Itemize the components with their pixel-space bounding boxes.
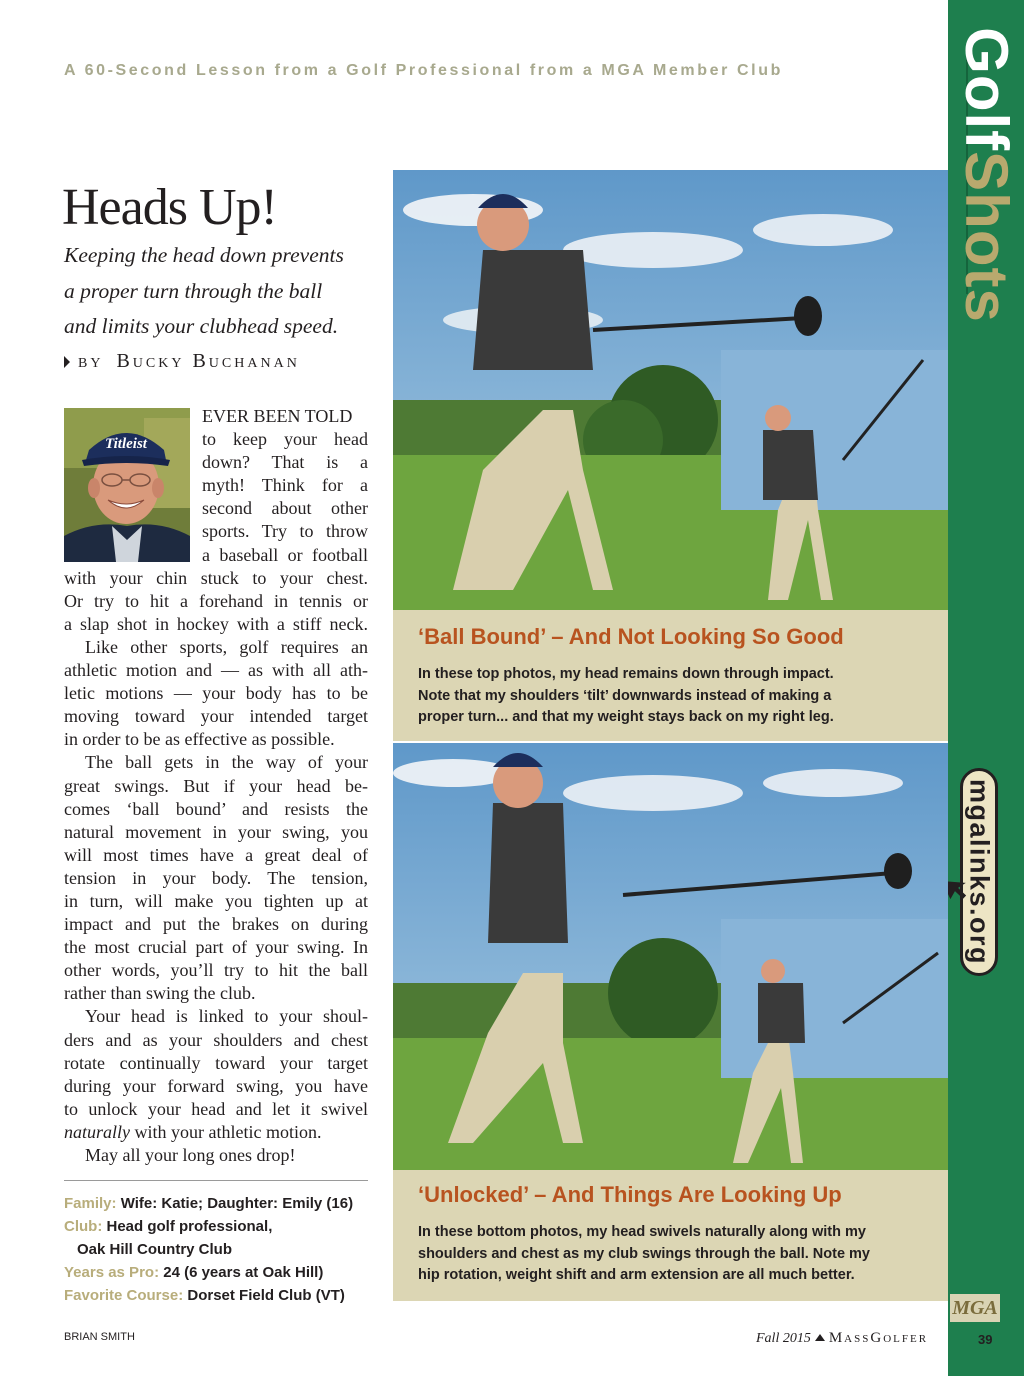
body-line: will most times have a great deal of (64, 844, 368, 865)
bio-club-label: Club: (64, 1218, 103, 1235)
body-line: moving toward your intended target (64, 706, 368, 727)
bottom-caption-box (393, 1170, 948, 1301)
deck-line: and limits your clubhead speed. (64, 314, 339, 338)
issue-date: Fall 2015 (756, 1331, 811, 1346)
magazine-name: MassGolfer (828, 1330, 929, 1346)
deck-line: a proper turn through the ball (64, 278, 323, 303)
bio-course-label: Favorite Course: (64, 1287, 184, 1304)
triangle-icon (815, 1334, 825, 1341)
body-line: second about other (202, 498, 368, 519)
top-caption-box (393, 610, 948, 741)
body-line: rather than swing the club. (64, 983, 256, 1004)
author-name: Bucky Buchanan (116, 350, 300, 372)
body-line: Like other sports, golf requires an (85, 636, 368, 657)
mga-logo: MGA (950, 1294, 1000, 1322)
bio-divider (64, 1180, 368, 1181)
body-line: EVER BEEN TOLD (202, 406, 353, 426)
section-title-shots: Shots (953, 151, 1020, 323)
deck-line: Keeping the head down prevents (64, 243, 344, 267)
body-line: ders and as your shoulders and chest (64, 1029, 368, 1050)
body-line: a slap shot in hockey with a stiff neck. (64, 613, 368, 634)
body-line: Or try to hit a forehand in tennis or (64, 590, 368, 611)
body-line: in turn, will make you tighten up at (64, 890, 368, 911)
body-line: sports. Try to throw (202, 521, 368, 542)
body-line: with your chin stuck to your chest. (64, 567, 368, 588)
body-line: to unlock your head and let it swivel (64, 1098, 368, 1119)
caption-line: proper turn... and that my weight stays back on my right leg. (418, 709, 834, 725)
bio-course (64, 1284, 353, 1307)
body-line: naturally with your athletic motion. (64, 1121, 322, 1142)
issue-line (756, 1330, 928, 1347)
top-caption-title: ‘Ball Bound’ – And Not Looking So Good (418, 624, 844, 649)
byline-prefix: BY (78, 356, 104, 371)
bio-family-value: Wife: Katie; Daughter: Emily (16) (120, 1195, 354, 1212)
body-line: great swings. But if your head be- (64, 775, 368, 796)
bottom-golf-photo (393, 743, 948, 1170)
body-line: during your forward swing, you have (64, 1075, 368, 1096)
caption-line: In these bottom photos, my head swivels naturally along with my (418, 1224, 866, 1240)
body-line: to keep your head (202, 429, 368, 450)
body-line: tension in your body. The tension, (64, 867, 368, 888)
caption-line: hip rotation, weight shift and arm extension are all much better. (418, 1267, 855, 1283)
body-line: May all your long ones drop! (85, 1145, 296, 1165)
body-line: athletic motion and — as with all ath- (64, 660, 368, 681)
bio-club-value: Head golf professional, (106, 1218, 273, 1235)
body-line: natural movement in your swing, you (64, 821, 368, 842)
bio-family-label: Family: (64, 1195, 117, 1212)
website-url: mgalinks.org (964, 778, 995, 966)
bio-course-value: Dorset Field Club (VT) (187, 1287, 345, 1304)
article-headline: Heads Up! (62, 179, 277, 236)
caption-line: shoulders and chest as my club swings through the ball. Note my (418, 1245, 870, 1262)
bio-years-label: Years as Pro: (64, 1264, 160, 1281)
article-body (64, 405, 368, 1167)
section-title (946, 27, 1024, 323)
body-line: a baseball or football (202, 544, 368, 565)
page-number: 39 (978, 1332, 993, 1347)
body-line: Your head is linked to your shoul- (85, 1006, 368, 1027)
body-line: in order to be as effective as possible. (64, 729, 335, 750)
body-line: letic motions — your body has to be (64, 683, 368, 704)
author-bio (64, 1192, 353, 1307)
bio-club (64, 1215, 353, 1238)
bottom-caption-title: ‘Unlocked’ – And Things Are Looking Up (418, 1182, 842, 1207)
bottom-caption-body (418, 1222, 938, 1287)
bio-years (64, 1261, 353, 1284)
article-deck (64, 238, 384, 345)
bio-family (64, 1192, 353, 1215)
body-line: myth! Think for a (202, 475, 368, 496)
top-caption-body (418, 664, 938, 729)
top-golf-photo (393, 170, 948, 610)
body-line: rotate continually toward your target (64, 1052, 368, 1073)
body-line: impact and put the brakes on during (64, 914, 368, 935)
body-line: comes ‘ball bound’ and resists the (64, 798, 368, 819)
svg-text:Titleist: Titleist (105, 436, 147, 452)
caption-line: In these top photos, my head remains down through impact. (418, 666, 834, 682)
body-line: down? That is a (202, 452, 368, 473)
body-line: other words, you’ll try to hit the ball (64, 960, 368, 981)
section-kicker: A 60-Second Lesson from a Golf Professional from a MGA Member Club (64, 62, 783, 79)
section-title-golf: Golf (953, 27, 1020, 152)
bio-club-value-2: Oak Hill Country Club (77, 1241, 233, 1258)
body-line: the most crucial part of your swing. In (64, 937, 368, 958)
caption-line: Note that my shoulders ‘tilt’ downwards instead of making a (418, 687, 832, 704)
photo-credit: BRIAN SMITH (64, 1331, 135, 1343)
body-line: The ball gets in the way of your (85, 752, 368, 773)
bio-years-value: 24 (6 years at Oak Hill) (163, 1264, 324, 1281)
byline (64, 350, 300, 373)
byline-arrow-icon (64, 356, 70, 368)
